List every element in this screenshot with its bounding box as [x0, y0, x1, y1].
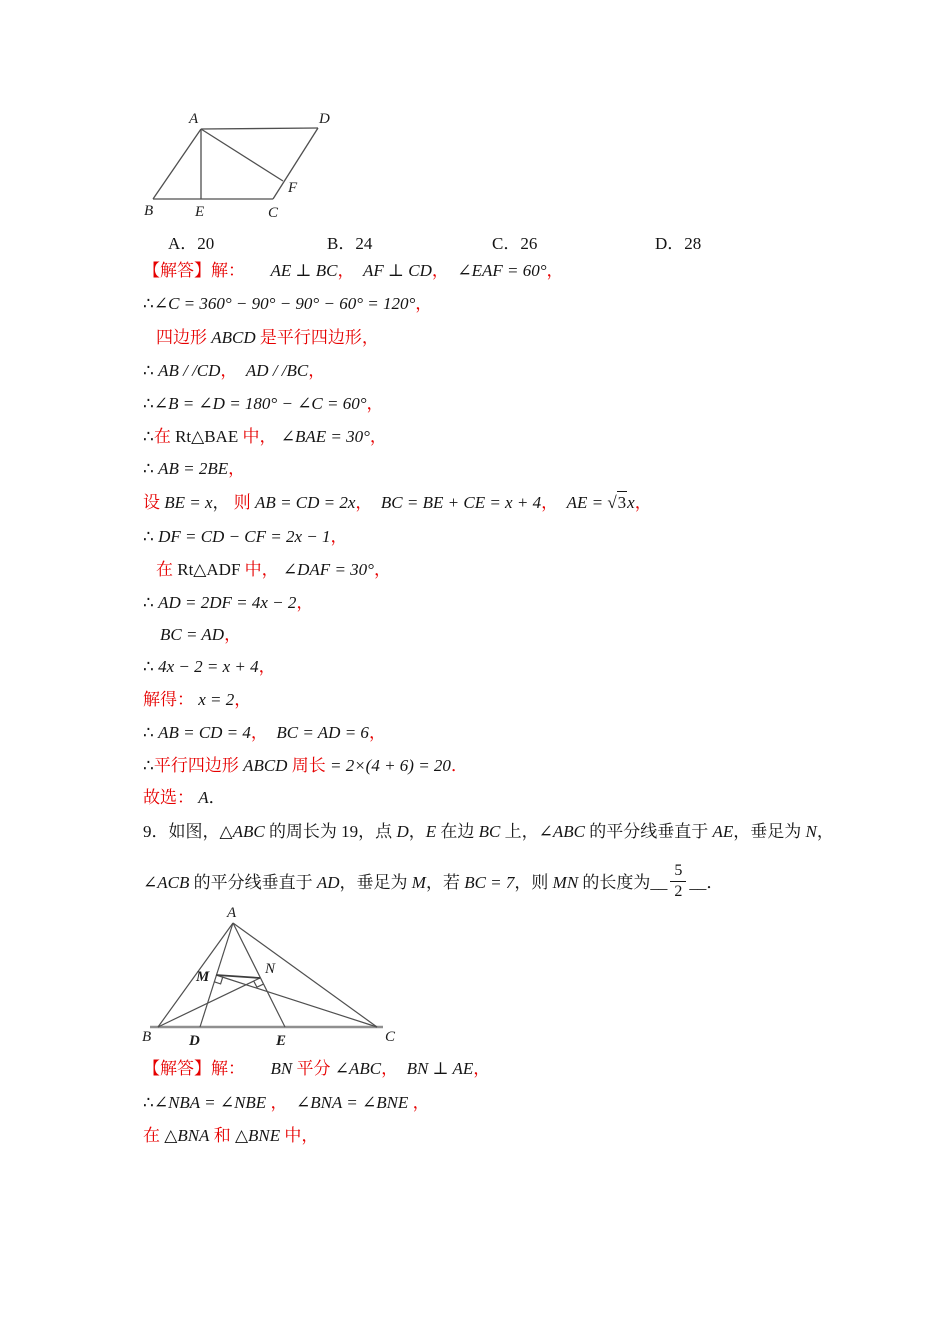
solution1-line-4 [143, 360, 325, 382]
text-segment: = 2×(4 + 6) = 20 [325, 756, 451, 775]
text-segment: ， [473, 1059, 491, 1078]
solution1-line-16 [143, 755, 468, 777]
text-segment: AE = [566, 493, 608, 512]
text-segment: Rt△BAE [170, 427, 243, 446]
text-segment: ∴ [143, 361, 159, 380]
fig1-label-A: A [189, 111, 199, 127]
text-segment: 故选： [143, 788, 194, 807]
text-segment: 上， [500, 822, 539, 841]
problem9-line-1 [143, 821, 834, 843]
text-segment: ， [266, 1093, 296, 1112]
fig1-label-C: C [268, 205, 279, 221]
text-segment: ∠EAF = 60° [457, 261, 547, 280]
text-segment: ABCD [243, 756, 288, 775]
solution1-line-12 [160, 624, 241, 646]
text-segment [245, 1059, 271, 1078]
fig2-label-N: N [265, 961, 276, 977]
option-a: A．20 [168, 234, 215, 253]
fig1-line-AF [201, 129, 283, 181]
text-segment: 【解答】解： [143, 261, 245, 280]
problem9-line-2 [143, 864, 723, 904]
text-segment: 在 [156, 560, 173, 579]
text-segment: AB = 2BE [158, 459, 229, 478]
solution1-line-17 [143, 787, 226, 809]
solution1-line-6 [143, 426, 387, 448]
text-segment: AE [712, 822, 734, 841]
text-segment: 四边形 [156, 328, 212, 347]
fig1-label-B: B [144, 203, 154, 219]
text-segment: 平分 [292, 1059, 335, 1078]
text-segment: 中， [280, 1126, 319, 1145]
text-segment: ， [337, 261, 363, 280]
text-segment: ， [220, 361, 246, 380]
text-segment: BC = AD = 6 [276, 723, 369, 742]
fig2-line-CM [216, 975, 377, 1027]
text-segment: 周长 [287, 756, 326, 775]
text-segment: BN [270, 1059, 293, 1078]
figure1-parallelogram [140, 105, 350, 223]
text-segment: ， [368, 723, 386, 742]
text-segment: ， [408, 1093, 430, 1112]
text-segment: ∴ [143, 459, 159, 478]
text-segment: ，垂足为 [339, 872, 412, 892]
solution1-line-2 [143, 293, 432, 315]
text-segment: x [627, 493, 635, 512]
text-segment [245, 261, 271, 280]
solution1-line-10 [156, 559, 391, 581]
fig2-right-angle-N [254, 981, 264, 987]
text-segment: ∴ [143, 527, 159, 546]
solution9-line-3 [143, 1125, 318, 1147]
solution1-line-5 [143, 393, 384, 415]
solution1-line-3 [156, 327, 379, 349]
text-segment: E [425, 822, 437, 841]
solution1-line-9 [143, 526, 348, 548]
sqrt-radical: √ 3 [607, 493, 627, 512]
text-segment: MN [552, 872, 579, 892]
fig2-line-AC [233, 923, 377, 1027]
fig2-label-D: D [189, 1033, 200, 1049]
text-segment: 的平分线垂直于 [189, 872, 317, 892]
solution1-line-14 [143, 689, 251, 711]
fig1-line-AD [201, 128, 318, 129]
text-segment: ∴ [143, 593, 159, 612]
text-segment: AF ⊥ CD [362, 261, 432, 280]
text-segment: ABCD [211, 328, 256, 347]
text-segment: ∠ABC [334, 1059, 382, 1078]
text-segment: ∴ [143, 657, 159, 676]
text-segment: __ [650, 872, 668, 892]
text-segment: ， [355, 493, 381, 512]
solution9-line-1 [143, 1058, 490, 1080]
text-segment: ， [415, 294, 433, 313]
text-segment: ∴ [143, 394, 154, 413]
text-segment: 4x − 2 = x + 4 [158, 657, 259, 676]
text-segment: ∠ACB [143, 872, 190, 892]
text-segment: ， [224, 625, 242, 644]
text-segment: ∠C = 360° − 90° − 90° − 60° = 120° [153, 294, 416, 313]
text-segment: ． [450, 756, 468, 775]
fig2-label-E: E [276, 1033, 287, 1049]
text-segment: M [411, 872, 426, 892]
solution9-line-2 [143, 1092, 430, 1114]
text-segment: 在 [153, 427, 171, 446]
text-segment: ∠ABC [538, 822, 585, 841]
text-segment: ， [408, 822, 426, 841]
text-segment: 在边 [436, 822, 479, 841]
text-segment: 和 [209, 1126, 235, 1145]
text-segment: ， [296, 593, 314, 612]
figure2-triangle [140, 903, 410, 1051]
solution1-line-7 [143, 458, 245, 480]
text-segment: 9．如图， [143, 822, 220, 841]
solution1-line-13 [143, 656, 276, 678]
text-segment: BE = x [164, 493, 213, 512]
text-segment: x = 2 [198, 690, 235, 709]
text-segment: ， [366, 394, 384, 413]
text-segment: 是平行四边形， [255, 328, 379, 347]
text-segment: ， [431, 261, 458, 280]
text-segment: 中， [244, 560, 279, 579]
text-segment: BC = BE + CE = x + 4 [380, 493, 542, 512]
text-segment: ∴ [143, 294, 154, 313]
fig2-label-M: M [196, 969, 210, 985]
text-segment: AD = 2DF = 4x − 2 [158, 593, 297, 612]
text-segment: AE ⊥ BC [270, 261, 338, 280]
text-segment: DF = CD − CF = 2x − 1 [158, 527, 331, 546]
fig2-label-C: C [385, 1029, 396, 1045]
text-segment: ， [381, 1059, 407, 1078]
text-segment: AB / /CD [158, 361, 221, 380]
text-segment: 【解答】解： [143, 1059, 245, 1078]
solution1-line-1 [143, 260, 564, 282]
fraction: $\frac{5}{2}$ [670, 862, 686, 902]
text-segment: ，则 [514, 872, 553, 892]
text-segment: ∴ [143, 1093, 154, 1112]
text-segment: ， [250, 723, 277, 742]
text-segment: ， [546, 261, 564, 280]
text-segment: ∠NBA = ∠NBE [153, 1093, 267, 1112]
text-segment: ∴ [143, 427, 154, 446]
text-segment: BC [478, 822, 501, 841]
fig1-label-E: E [195, 204, 205, 220]
text-segment: ， [258, 657, 276, 676]
text-segment: Rt△ADF [173, 560, 245, 579]
text-segment: 在 [143, 1126, 165, 1145]
fig1-label-F: F [288, 180, 298, 196]
text-segment: ， [234, 690, 252, 709]
text-segment: ∠DAF = 30° [282, 560, 374, 579]
text-segment: ， [816, 822, 834, 841]
fig2-label-A: A [227, 905, 237, 921]
solution1-line-8 [143, 491, 652, 514]
text-segment: ∴ [143, 756, 154, 775]
text-segment: ， [212, 493, 230, 512]
text-segment: ． [706, 872, 724, 892]
text-segment: 设 [143, 493, 165, 512]
solution1-line-15 [143, 722, 386, 744]
text-segment: 解得： [143, 690, 194, 709]
fig1-line-AB [153, 129, 201, 199]
text-segment: 的周长为 19，点 [264, 822, 397, 841]
text-segment: 的长度为 [578, 872, 651, 892]
solution1-line-11 [143, 592, 313, 614]
option-d: D．28 [655, 234, 702, 253]
text-segment: ， [228, 459, 246, 478]
text-segment: △BNE [234, 1126, 281, 1145]
option-c: C．26 [492, 234, 538, 253]
text-segment: ，垂足为 [733, 822, 806, 841]
text-segment: ． [208, 788, 226, 807]
text-segment: AB = CD = 4 [158, 723, 251, 742]
text-segment: △BNA [164, 1126, 210, 1145]
text-segment: BC = 7 [464, 872, 515, 892]
text-segment: ， [308, 361, 326, 380]
text-segment: ， [541, 493, 567, 512]
text-segment: AD / /BC [245, 361, 309, 380]
text-segment: AD [316, 872, 340, 892]
text-segment: 平行四边形 [153, 756, 244, 775]
text-segment: N [805, 822, 817, 841]
text-segment: △ABC [219, 822, 265, 841]
fig2-line-BN [158, 978, 260, 1027]
option-b: B．24 [327, 234, 373, 253]
text-segment: ∴ [143, 723, 159, 742]
fig2-label-B: B [142, 1029, 152, 1045]
text-segment: ∠B = ∠D = 180° − ∠C = 60° [153, 394, 367, 413]
fig2-line-AE [233, 923, 285, 1027]
text-segment: 的平分线垂直于 [584, 822, 713, 841]
text-segment: ， [330, 527, 348, 546]
text-segment: ∠BNA = ∠BNE [295, 1093, 409, 1112]
text-segment: ∠BAE = 30° [280, 427, 370, 446]
text-segment: 中， [242, 427, 277, 446]
text-segment: ，若 [425, 872, 465, 892]
text-segment: D [396, 822, 409, 841]
text-segment: A [198, 788, 209, 807]
text-segment: AB = CD = 2x [255, 493, 356, 512]
text-segment: 则 [229, 493, 256, 512]
fig1-label-D: D [319, 111, 330, 127]
text-segment: ， [373, 560, 391, 579]
text-segment: BC = AD [160, 625, 225, 644]
text-segment: __ [689, 872, 707, 892]
text-segment: ， [369, 427, 387, 446]
text-segment: BN ⊥ AE [406, 1059, 474, 1078]
text-segment: ， [634, 493, 652, 512]
